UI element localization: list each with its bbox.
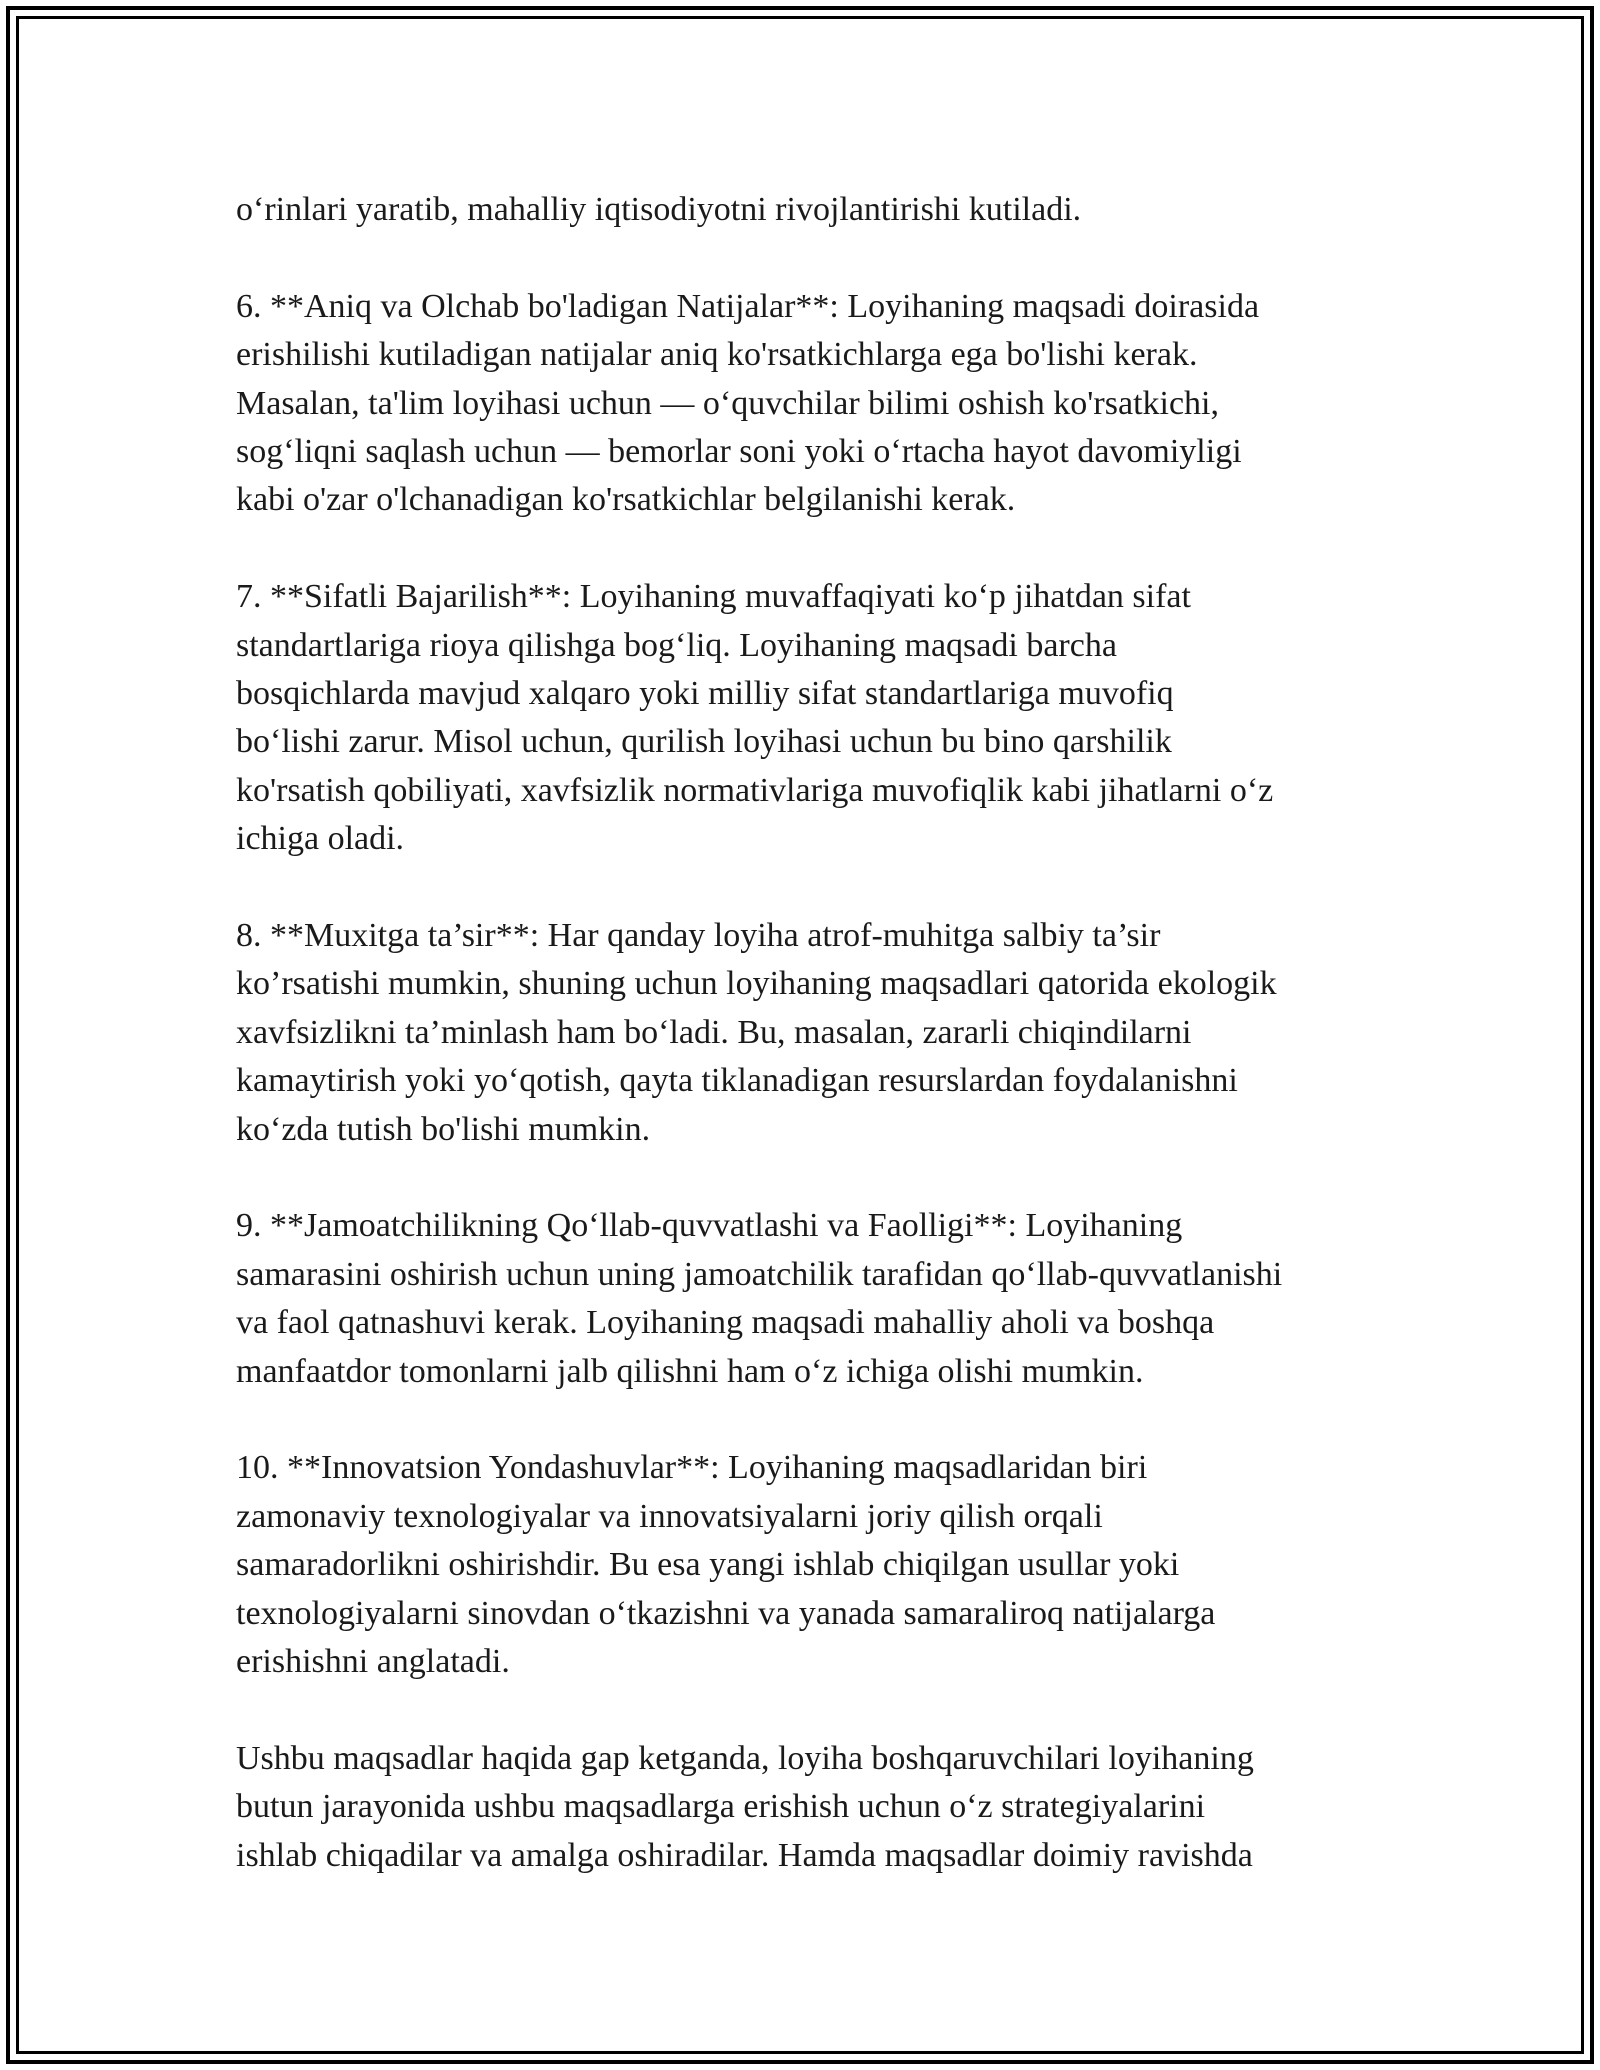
text-line: manfaatdor tomonlarni jalb qilishni ham o‘z ichiga olishi mumkin. xyxy=(236,1352,1144,1390)
paragraph-item-8 xyxy=(236,912,1376,1154)
text-line: 10. **Innovatsion Yondashuvlar**: Loyihaning maqsadlaridan biri xyxy=(236,1449,1148,1487)
text-line: ishlab chiqadilar va amalga oshiradilar. Hamda maqsadlar doimiy ravishda xyxy=(236,1836,1253,1874)
paragraph-item-6 xyxy=(236,283,1376,525)
paragraph-continuation xyxy=(236,186,1376,234)
text-line: sog‘liqni saqlash uchun — bemorlar soni yoki o‘rtacha hayot davomiyligi xyxy=(236,433,1242,471)
text-line: erishishni anglatadi. xyxy=(236,1643,510,1681)
paragraph-item-10 xyxy=(236,1444,1376,1686)
paragraph-item-9 xyxy=(236,1202,1376,1396)
text-line: ichiga oladi. xyxy=(236,820,405,858)
text-line: erishilishi kutiladigan natijalar aniq ko'rsatkichlarga ega bo'lishi kerak. xyxy=(236,336,1198,374)
text-line: kamaytirish yoki yo‘qotish, qayta tiklanadigan resurslardan foydalanishni xyxy=(236,1062,1238,1100)
text-line: standartlariga rioya qilishga bog‘liq. Loyihaning maqsadi barcha xyxy=(236,626,1117,664)
text-line: ko‘zda tutish bo'lishi mumkin. xyxy=(236,1110,651,1148)
text-line: Ushbu maqsadlar haqida gap ketganda, loyiha boshqaruvchilari loyihaning xyxy=(236,1739,1254,1777)
paragraph-item-7 xyxy=(236,573,1376,863)
text-line: bosqichlarda mavjud xalqaro yoki milliy sifat standartlariga muvofiq xyxy=(236,675,1174,713)
text-line: 7. **Sifatli Bajarilish**: Loyihaning muvaffaqiyati ko‘p jihatdan sifat xyxy=(236,578,1191,616)
text-line: samaradorlikni oshirishdir. Bu esa yangi ishlab chiqilgan usullar yoki xyxy=(236,1546,1180,1584)
text-line: samarasini oshirish uchun uning jamoatchilik tarafidan qo‘llab-quvvatlanishi xyxy=(236,1255,1283,1293)
paragraph-conclusion xyxy=(236,1735,1376,1880)
text-line: 9. **Jamoatchilikning Qo‘llab-quvvatlashi va Faolligi**: Loyihaning xyxy=(236,1207,1183,1245)
document-body xyxy=(236,186,1376,1880)
text-line: ko'rsatish qobiliyati, xavfsizlik normativlariga muvofiqlik kabi jihatlarni o‘z xyxy=(236,771,1274,809)
text-line: xavfsizlikni ta’minlash ham bo‘ladi. Bu, masalan, zararli chiqindilarni xyxy=(236,1013,1192,1051)
text-line: texnologiyalarni sinovdan o‘tkazishni va yanada samaraliroq natijalarga xyxy=(236,1594,1216,1632)
text-line: va faol qatnashuvi kerak. Loyihaning maqsadi mahalliy aholi va boshqa xyxy=(236,1304,1215,1342)
text-line: bo‘lishi zarur. Misol uchun, qurilish loyihasi uchun bu bino qarshilik xyxy=(236,723,1172,761)
text-line: zamonaviy texnologiyalar va innovatsiyalarni joriy qilish orqali xyxy=(236,1497,1103,1535)
text-line: ko’rsatishi mumkin, shuning uchun loyihaning maqsadlari qatorida ekologik xyxy=(236,965,1277,1003)
text-line: 8. **Muxitga ta’sir**: Har qanday loyiha atrof-muhitga salbiy ta’sir xyxy=(236,917,1161,955)
text-line: 6. **Aniq va Olchab bo'ladigan Natijalar**: Loyihaning maqsadi doirasida xyxy=(236,287,1260,325)
text-line: butun jarayonida ushbu maqsadlarga erishish uchun o‘z strategiyalarini xyxy=(236,1788,1206,1826)
text-line: Masalan, ta'lim loyihasi uchun — o‘quvchilar bilimi oshish ko'rsatkichi, xyxy=(236,384,1219,422)
text-line: o‘rinlari yaratib, mahalliy iqtisodiyotni rivojlantirishi kutiladi. xyxy=(236,191,1082,228)
text-line: kabi o'zar o'lchanadigan ko'rsatkichlar belgilanishi kerak. xyxy=(236,481,1016,519)
